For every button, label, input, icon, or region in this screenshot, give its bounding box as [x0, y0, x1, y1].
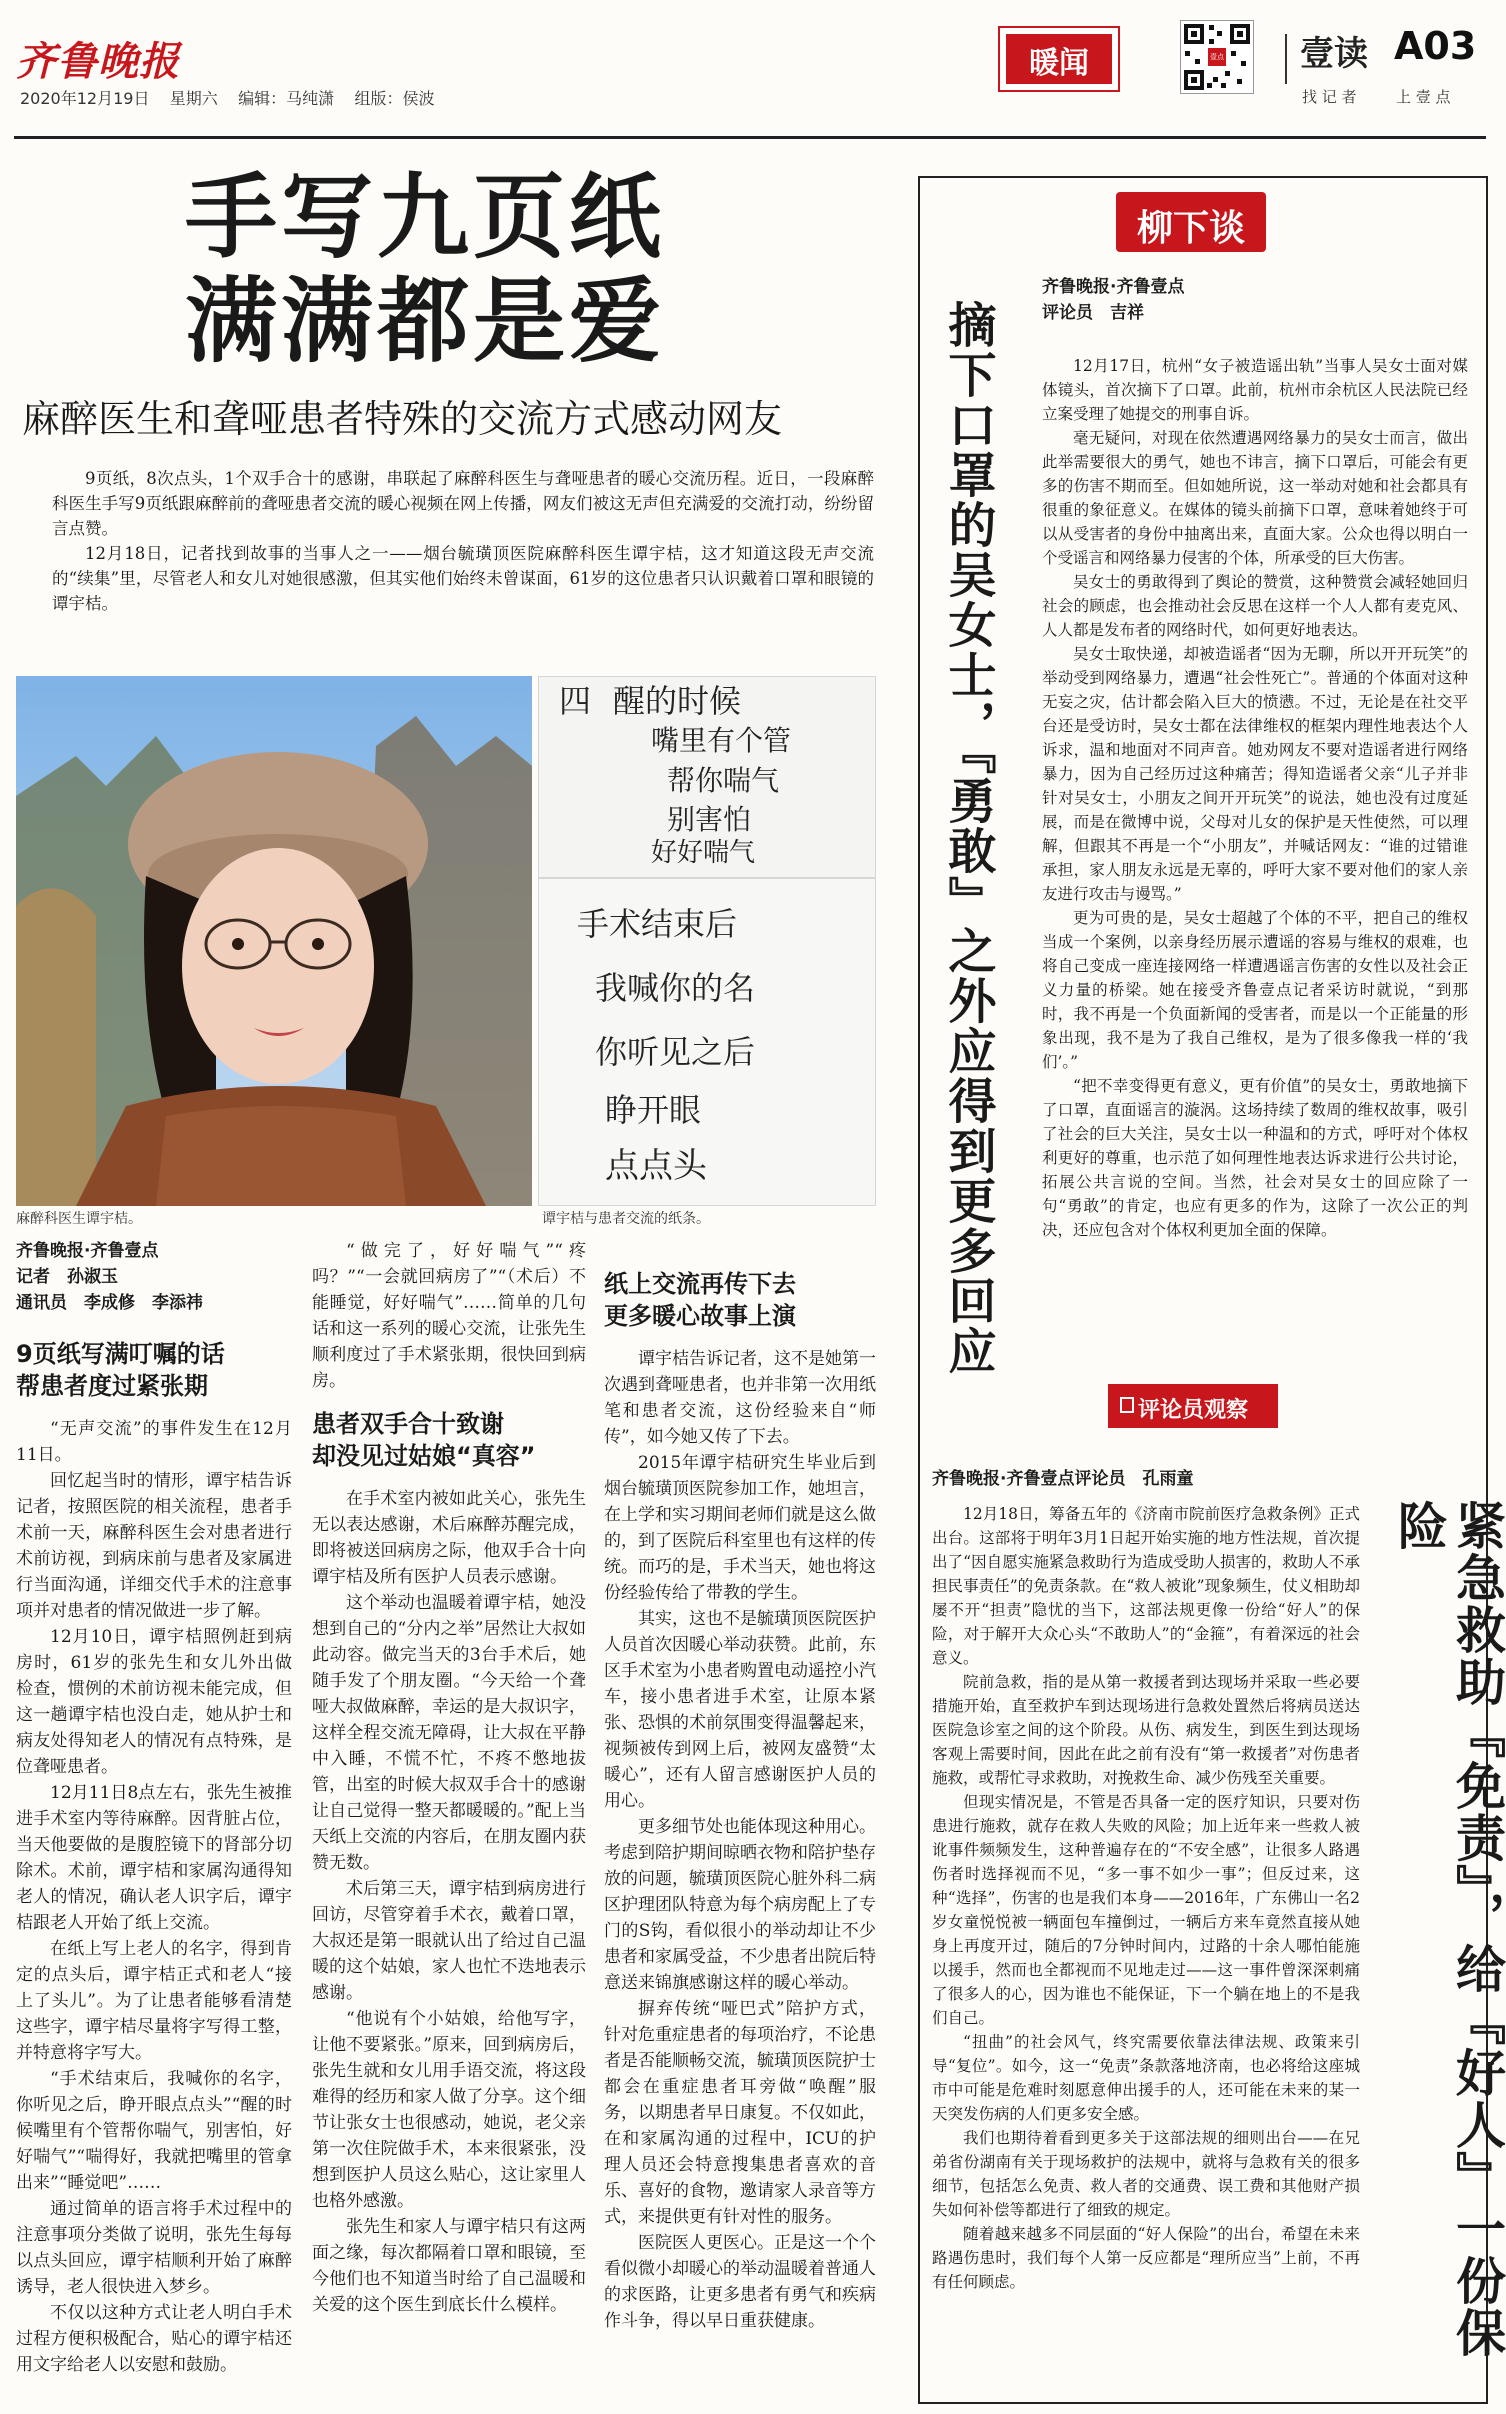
- main-column-2: [312, 1238, 586, 2403]
- note-2-line: 点点头: [605, 1146, 707, 1186]
- commentary-headline-1: 摘下口罩的吴女士，『勇敢』之外应得到更多回应: [940, 300, 996, 1376]
- note-1-line: 好好喘气: [651, 838, 756, 868]
- note-2-line: 你听见之后: [595, 1033, 756, 1071]
- liuxiatan-paragraphs: [1042, 354, 1468, 1242]
- liuxiatan-tag: [1116, 192, 1266, 252]
- paragraph: 12月11日8点左右，张先生被推进手术室内等待麻醉。因背脏占位，当天他要做的是腹腔镜下的肾部分切除术。术前，谭宇桔和家属沟通得知老人的情况，确认老人识字后，谭宇桔跟老人开始了纸上交流。: [16, 1783, 292, 1933]
- paragraph: 回忆起当时的情形，谭宇桔告诉记者，按照医院的相关流程，患者手术前一天，麻醉科医生会对患者进行术前访视，到病床前与患者及家属进行当面沟通，详细交代手术的注意事项并对患者的情况做进一步了解。: [16, 1471, 292, 1621]
- byline-correspondent: 通讯员 李成修 李添祎: [16, 1293, 203, 1313]
- issue-info: [20, 86, 435, 109]
- paragraph: 2015年谭宇桔研究生毕业后到烟台毓璜顶医院参加工作，她坦言，在上学和实习期间老师们就是这么做的，到了医院后科室里也有这样的传统。而巧的是，手术当天，她也将这份经验传给了带教的学生。: [604, 1453, 876, 1603]
- note-caption: 谭宇桔与患者交流的纸条。: [542, 1211, 710, 1227]
- observation-byline: 齐鲁晚报·齐鲁壹点评论员 孔雨童: [932, 1469, 1194, 1489]
- headline-line-1: 手写九页纸: [185, 164, 666, 271]
- paragraph: 更为可贵的是，吴女士超越了个体的不平，把自己的维权当成一个案例，以亲身经历展示遭谣的容易与维权的艰难，也将自己变成一座连接网络一样遭遇谣言伤害的女性以及社会正义力量的桥梁。她在接受齐鲁壹点记者采访时就说，“到那时，我不再是一个负面新闻的受害者，而是以一个正能量的形象出现，我不是为了我自己维权，是为了很多像我一样的‘我们’。”: [1042, 909, 1468, 1071]
- paragraph: 摒弃传统“哑巴式”陪护方式，针对危重症患者的每项治疗，不论患者是否能顺畅交流，毓璜顶医院护士都会在重症患者耳旁做“唤醒”服务，以期患者早日康复。不仅如此，在和家属沟通的过程中，ICU的护理人员还会特意搜集患者喜欢的音乐、喜好的食物，邀请家人录音等方式，来提供更有针对性的服务。: [604, 1999, 876, 2227]
- byline-outlet: 齐鲁晚报·齐鲁壹点: [16, 1241, 159, 1261]
- paragraph: “他说有个小姑娘，给他写字，让他不要紧张。”原来，回到病房后，张先生就和女儿用手语交流，将这段难得的经历和家人做了分享。这个细节让张女士也很感动，她说，老父亲第一次住院做手术，本来很紧张，没想到医护人员这么贴心，这让家里人也格外感激。: [312, 2009, 586, 2211]
- main-column-3: [604, 1238, 876, 2403]
- paragraph: 12月18日，筹备五年的《济南市院前医疗急救条例》正式出台。这部将于明年3月1日起开始实施的地方性法规，首次提出了“因自愿实施紧急救助行为造成受助人损害的，救助人不承担民事责任”的免责条款。在“救人被讹”现象频生，仗义相助却屡不开“担责”隐忧的当下，这部法规更像一份给“好人”的保险，对于解开大众心头“不敢助人”的“金箍”，有着深远的社会意义。: [932, 1505, 1360, 1667]
- paragraph: “手术结束后，我喊你的名字，你听见之后，睁开眼点点头”“醒的时候嘴里有个管帮你喘气，别害怕，好好喘气”“喘得好，我就把嘴里的管拿出来”“睡觉吧”……: [16, 2069, 292, 2193]
- headline-line-2: 满满都是爱: [185, 268, 666, 375]
- subheading-2: 患者双手合十致谢 却没见过姑娘“真容”: [312, 1410, 536, 1470]
- paragraph: 但现实情况是，不管是否具备一定的医疗知识，只要对伤患进行施救，就存在救人失败的风险；加上近年来一些救人被讹事件频频发生，这种普遍存在的“不安全感”，让很多人路遇伤者时选择视而不见，“多一事不如少一事”；但反过来，这种“选择”，伤害的也是我们本身——2016年，广东佛山一名2岁女童悦悦被一辆面包车撞倒过，一辆后方来车竟然直接从她身上再度开过，随后的7分钟时间内，过路的十余人哪怕能施以援手，然而也全都视而不见地走过——这一事件曾深深刺痛了很多人的心，因为谁也不能保证，下一个躺在地上的不是我们自己。: [932, 1793, 1360, 2027]
- liuxiatan-byline-outlet: 齐鲁晚报·齐鲁壹点: [1042, 277, 1185, 297]
- note-1-prefix: 四: [559, 682, 592, 720]
- note-1-line: 嘴里有个管: [651, 724, 792, 757]
- byline-reporter: 记者 孙淑玉: [16, 1267, 118, 1287]
- paragraph: 吴女士的勇敢得到了舆论的赞赏，这种赞赏会减轻她回归社会的顾虑，也会推动社会反思在这样一个人人都有麦克风、人人都是发布者的网络时代，如何更好地表达。: [1042, 573, 1468, 639]
- lead-paragraph: 12月18日，记者找到故事的当事人之一——烟台毓璜顶医院麻醉科医生谭宇桔，这才知道这段无声交流的“续集”里，尽管老人和女儿对她很感激，但其实他们始终未曾谋面，61岁的这位患者只认识戴着口罩和眼镜的谭宇桔。: [52, 544, 874, 613]
- column-3-paragraphs: [604, 1346, 876, 2334]
- note-2-line: 睁开眼: [605, 1091, 702, 1129]
- slogan-right: 上 壹 点: [1396, 88, 1451, 106]
- issue-date: 2020年12月19日: [20, 89, 150, 108]
- paragraph: 其实，这也不是毓璜顶医院医护人员首次因暖心举动获赞。此前，东区手术室为小患者购置电动遥控小汽车，接小患者进手术室，让原本紧张、恐惧的术前氛围变得温馨起来，视频被传到网上后，被网友盛赞“太暖心”，还有人留言感谢医护人员的用心。: [604, 1609, 876, 1811]
- headline-subtitle: 麻醉医生和聋哑患者特殊的交流方式感动网友: [22, 397, 783, 441]
- main-column-1: [16, 1238, 292, 2403]
- column-1-paragraphs: [16, 1416, 292, 2378]
- paragraph: “把不幸变得更有意义，更有价值”的吴女士，勇敢地摘下了口罩，直面谣言的漩涡。这场持续了数周的维权故事，吸引了社会的巨大关注，吴女士以一种温和的方式，呼吁对个体权利更好的尊重，也示范了如何理性地表达诉求进行公共讨论，拓展公共言说的空间。当然，社会对吴女士的回应除了一句“勇敢”的肯定，也应有更多的作为，这除了一次公正的判决，还应包含对个体权利更加全面的保障。: [1042, 1077, 1468, 1239]
- observation-label: 评论员观察: [1138, 1398, 1249, 1423]
- issue-weekday: 星期六: [169, 89, 218, 108]
- lead-paragraphs: [52, 466, 874, 616]
- paragraph: 医院医人更医心。正是这一个个看似微小却暖心的举动温暖着普通人的求医路，让更多患者有勇气和疾病作斗争，得以早日重获健康。: [604, 2233, 876, 2331]
- paragraph: 毫无疑问，对现在依然遭遇网络暴力的吴女士而言，做出此举需要很大的勇气，她也不讳言，摘下口罩后，可能会有更多的伤害不期而至。但如她所说，这一举动对她和社会都具有很重的象征意义。在媒体的镜头前摘下口罩，意味着她终于可以从受害者的身份中抽离出来，直面大家。公众也得以明白一个受谣言和网络暴力侵害的个体，所承受的巨大伤害。: [1042, 429, 1468, 567]
- liuxiatan-label: 柳下谈: [1136, 208, 1245, 249]
- paragraph: 更多细节处也能体现这种用心。考虑到陪护期间晾晒衣物和陪护垫存放的问题，毓璜顶医院心脏外科二病区护理团队特意为每个病房配上了专门的S钩，看似很小的举动却让不少患者和家属受益，不少患者出院后特意送来锦旗感谢这样的暖心举动。: [604, 1817, 876, 1993]
- column-2-paragraphs-a: [312, 1238, 586, 1394]
- paragraph: 不仅以这种方式让老人明白手术过程方便积极配合，贴心的谭宇桔还用文字给老人以安慰和鼓励。: [16, 2303, 292, 2375]
- paragraph: 吴女士取快递，却被造谣者“因为无聊，所以开开玩笑”的举动受到网络暴力，遭遇“社会性死亡”。普通的个体面对这种无妄之灾，估计都会陷入巨大的愤懑。不过，无论是在社交平台还是受访时，吴女士都在法律维权的框架内理性地表达个人诉求，温和地面对不同声音。她劝网友不要对造谣者进行网络暴力，因为自己经历过这种痛苦；得知造谣者父亲“儿子并非针对吴女士，小朋友之间开开玩笑”的说法，她也没有过度延展，而是在微博中说，父母对儿女的保护是天性使然，可以理解，但跟其不再是一个“小朋友”，并喊话网友：“谁的过错谁承担，家人朋友永远是无辜的，呼吁大家不要对他们的家人亲友进行攻击与谩骂。”: [1042, 645, 1468, 903]
- editor-credit: 编辑：马纯潇: [238, 89, 335, 108]
- paragraph: “扭曲”的社会风气，终究需要依靠法律法规、政策来引导“复位”。如今，这一“免责”条款落地济南，也必将给这座城市中可能是危难时刻愿意伸出援手的人，还可能在未来的某一天突发伤病的人们更多安全感。: [932, 2033, 1360, 2123]
- liuxiatan-byline-author: 评论员 吉祥: [1042, 303, 1144, 323]
- subheading-3: 纸上交流再传下去 更多暖心故事上演: [604, 1270, 796, 1330]
- newspaper-logo: 齐鲁晚报: [16, 38, 180, 85]
- designer-credit: 组版：侯波: [354, 89, 435, 108]
- paragraph: 随着越来越多不同层面的“好人保险”的出台，希望在未来路遇伤患时，我们每个人第一反应都是“理所应当”上前，不再有任何顾虑。: [932, 2225, 1360, 2291]
- qr-label: 壹点: [1210, 53, 1224, 61]
- observation-icon: [1120, 1397, 1134, 1413]
- paragraph: 谭宇桔告诉记者，这不是她第一次遇到聋哑患者，也并非第一次用纸笔和患者交流，这份经验来自“师传”，如今她又传了下去。: [604, 1349, 876, 1447]
- subheading-1: 9页纸写满叮嘱的话 帮患者度过紧张期: [16, 1340, 225, 1400]
- paragraph: 在手术室内被如此关心，张先生无以表达感谢，术后麻醉苏醒完成，即将被送回病房之际，他双手合十向谭宇桔及所有医护人员表示感谢。: [312, 1489, 586, 1587]
- qr-code[interactable]: [1180, 20, 1254, 94]
- paragraph: 在纸上写上老人的名字，得到肯定的点头后，谭宇桔正式和老人“接上了头儿”。为了让患者能够看清楚这些字，谭宇桔尽量将字写得工整，并特意将字写大。: [16, 1939, 292, 2063]
- liuxiatan-body: [1042, 274, 1468, 1366]
- note-paper-1: [538, 676, 876, 878]
- observation-tag: [1108, 1384, 1278, 1428]
- slogan-left: 找 记 者: [1302, 88, 1357, 106]
- paragraph: 术后第三天，谭宇桔到病房进行回访，尽管穿着手术衣，戴着口罩，大叔还是第一眼就认出了给过自己温暖的这个姑娘，家人也忙不迭地表示感谢。: [312, 1879, 586, 2003]
- lead-paragraph: 9页纸，8次点头，1个双手合十的感谢，串联起了麻醉科医生与聋哑患者的暖心交流历程。近日，一段麻醉科医生手写9页纸跟麻醉前的聋哑患者交流的暖心视频在网上传播，网友们被这无声但充满爱的交流打动，纷纷留言点赞。: [52, 469, 874, 538]
- note-1-line: 别害怕: [667, 803, 752, 836]
- paragraph: 张先生和家人与谭宇桔只有这两面之缘，每次都隔着口罩和眼镜，至今他们也不知道当时给了自己温暖和关爱的这个医生到底长什么模样。: [312, 2217, 586, 2315]
- column-name: 壹读: [1300, 34, 1368, 74]
- paragraph: 这个举动也温暖着谭宇桔，她没想到自己的“分内之举”居然让大叔如此动容。做完当天的3台手术后，她随手发了个朋友圈。“今天给一个聋哑大叔做麻醉，幸运的是大叔识字，这样全程交流无障碍，让大叔在平静中入睡，不慌不忙，不疼不憋地拔管，出室的时候大叔双手合十的感谢让自己觉得一整天都暖暖的。”配上当天纸上交流的内容后，在朋友圈内获赞无数。: [312, 1593, 586, 1873]
- paragraph: 院前急救，指的是从第一救援者到达现场并采取一些必要措施开始，直至救护车到达现场进行急救处置然后将病员送达医院急诊室之间的这个阶段。从伤、病发生，到医生到达现场客观上需要时间，因此在此之前有没有“第一救援者”对伤患者施救，或帮忙寻求救助，对挽救生命、减少伤残至关重要。: [932, 1673, 1360, 1787]
- observation-paragraphs: [932, 1502, 1360, 2294]
- note-paper-2: [538, 878, 876, 1206]
- note-1-line: 帮你喘气: [667, 764, 780, 797]
- photo-caption: 麻醉科医生谭宇桔。: [16, 1211, 142, 1227]
- commentary-headline-2: 紧急救助『免责』，给『好人』一份保险: [1390, 1500, 1506, 2359]
- paragraph: 通过简单的语言将手术过程中的注意事项分类做了说明，张先生每每以点头回应，谭宇桔顺利开始了麻醉诱导，老人很快进入梦乡。: [16, 2199, 292, 2297]
- note-2-line: 我喊你的名: [595, 969, 756, 1007]
- paragraph: 我们也期待着看到更多关于这部法规的细则出台——在兄弟省份湖南有关于现场救护的法规中，就将与急救有关的很多细节，包括怎么免责、救人者的交通费、误工费和其他财产损失如何补偿等都进行了细致的规定。: [932, 2129, 1360, 2219]
- page-number: A03: [1394, 24, 1477, 68]
- paragraph: 12月17日，杭州“女子被造谣出轨”当事人吴女士面对媒体镜头，首次摘下了口罩。此前，杭州市余杭区人民法院已经立案受理了她提交的刑事自诉。: [1042, 357, 1468, 423]
- paragraph: “无声交流”的事件发生在12月11日。: [16, 1419, 292, 1465]
- doctor-photo: [16, 676, 532, 1206]
- note-2-line: 手术结束后: [577, 905, 738, 943]
- paragraph: 12月10日，谭宇桔照例赶到病房时，61岁的张先生和女儿外出做检查，惯例的术前访视未能完成，但这一趟谭宇桔也没白走，她从护士和病友处得知老人的情况有点特殊，是位聋哑患者。: [16, 1627, 292, 1777]
- section-label: 暖闻: [1029, 46, 1089, 81]
- column-2-paragraphs-b: [312, 1486, 586, 2318]
- note-1-line: 醒的时候: [613, 682, 742, 720]
- observation-body: [932, 1466, 1360, 2396]
- masthead-rule: [14, 136, 1486, 139]
- section-tag: [998, 26, 1120, 92]
- paragraph: “做完了，好好喘气”“疼吗？”“一会就回病房了”“（术后）不能睡觉，好好喘气”……简单的几句话和这一系列的暖心交流，让张先生顺利度过了手术紧张期，很快回到病房。: [312, 1241, 586, 1391]
- masthead: [0, 0, 1500, 140]
